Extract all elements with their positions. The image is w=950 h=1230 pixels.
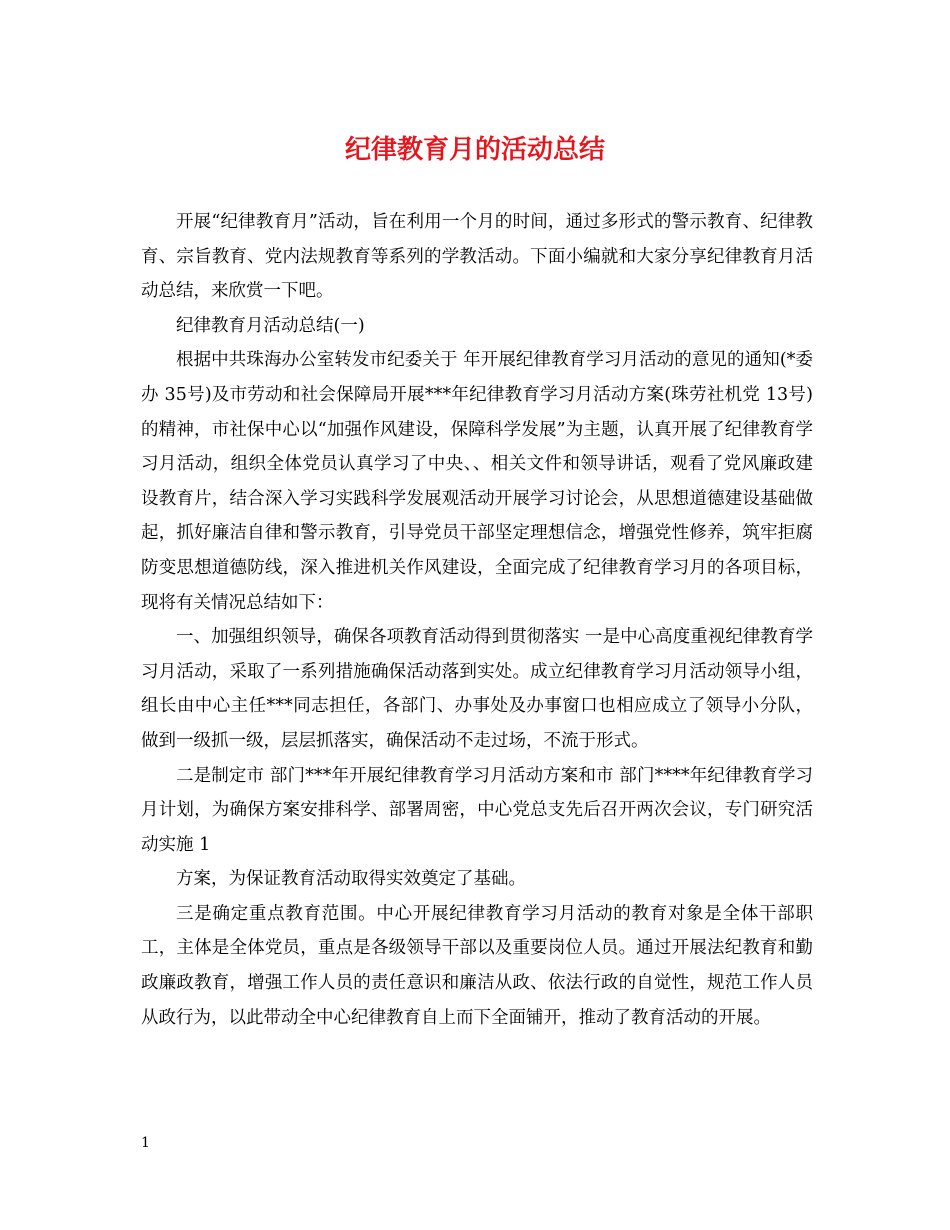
- section-heading: 纪律教育月活动总结(一): [176, 315, 365, 336]
- paragraph-plan: 二是制定市 部门***年开展纪律教育学习月活动方案和市 部门****年纪律教育学习月计划，为确保方案安排科学、部署周密，中心党总支先后召开两次会议，专门研究活动实施 1: [141, 765, 813, 855]
- page-number: 1: [141, 1135, 150, 1151]
- paragraph-organization: 一、加强组织领导，确保各项教育活动得到贯彻落实 一是中心高度重视纪律教育学习月活动，采取了一系列措施确保活动落到实处。成立纪律教育学习月活动领导小组，组长由中心主任***同志担任，各部门、办事处及办事窗口也相应成立了领导小分队，做到一级抓一级，层层抓落实，确保活动不走过场，不流于形式。: [141, 627, 813, 751]
- paragraph-intro: 开展“纪律教育月”活动，旨在利用一个月的时间，通过多形式的警示教育、纪律教育、宗旨教育、党内法规教育等系列的学教活动。下面小编就和大家分享纪律教育月活动总结，来欣赏一下吧。: [141, 212, 813, 302]
- document-body: [141, 205, 813, 1035]
- paragraph-plan-continued: 方案，为保证教育活动取得实效奠定了基础。: [176, 869, 526, 890]
- paragraph-background: 根据中共珠海办公室转发市纪委关于 年开展纪律教育学习月活动的意见的通知(*委办 35号)及市劳动和社会保障局开展***年纪律教育学习月活动方案(珠劳社机党 13号)的精神，市社保中心以“加强作风建设，保障科学发展”为主题，认真开展了纪律教育学习月活动，组织全体党员认真学习了中央、、相关文件和领导讲话，观看了党风廉政建设教育片，结合深入学习实践科学发展观活动开展学习讨论会，从思想道德建设基础做起，抓好廉洁自律和警示教育，引导党员干部坚定理想信念，增强党性修养，筑牢拒腐防变思想道德防线，深入推进机关作风建设，全面完成了纪律教育学习月的各项目标，现将有关情况总结如下：: [141, 350, 813, 613]
- paragraph-scope: 三是确定重点教育范围。中心开展纪律教育学习月活动的教育对象是全体干部职工，主体是全体党员，重点是各级领导干部以及重要岗位人员。通过开展法纪教育和勤政廉政教育，增强工作人员的责任意识和廉洁从政、依法行政的自觉性，规范工作人员从政行为，以此带动全中心纪律教育自上而下全面铺开，推动了教育活动的开展。: [141, 903, 813, 1028]
- page-title: 纪律教育月的活动总结: [344, 135, 605, 165]
